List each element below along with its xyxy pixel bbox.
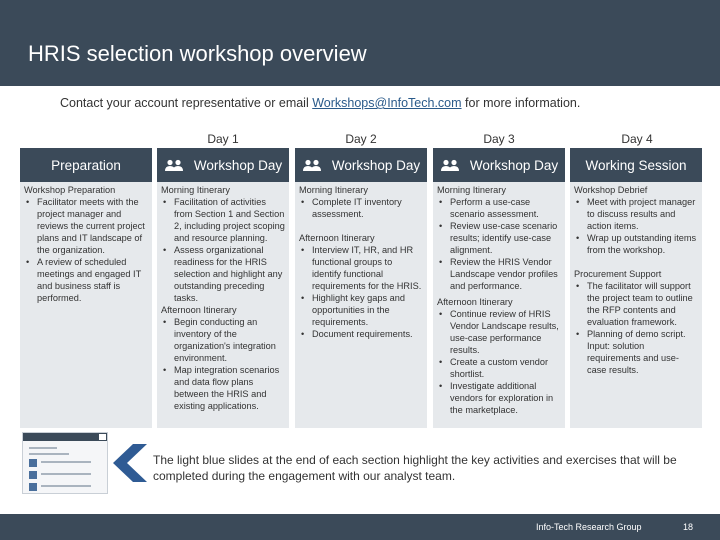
bullet-item: • Continue review of HRIS Vendor Landscape results, use-case performance results. — [437, 308, 561, 356]
page-title: HRIS selection workshop overview — [28, 41, 367, 66]
bullet-item: • Planning of demo script. Input: solution requirements and use-case results. — [574, 328, 698, 376]
bullet-list — [161, 196, 285, 304]
itinerary-section — [437, 296, 561, 416]
column-body — [295, 182, 427, 428]
day-label: Day 2 — [345, 132, 377, 146]
column-header-label: Workshop Day — [193, 157, 283, 173]
column-header — [20, 148, 152, 182]
section-title: Morning Itinerary — [299, 185, 368, 195]
contact-text-after: for more information. — [461, 96, 581, 110]
bullet-item: • Investigate additional vendors for exploration in the marketplace. — [437, 380, 561, 416]
column-header — [157, 148, 289, 182]
contact-email-link[interactable]: Workshops@InfoTech.com — [312, 96, 462, 110]
bullet-item: • A review of scheduled meetings and engaged IT and business staff is performed. — [24, 256, 148, 304]
footer-bar — [0, 514, 720, 540]
bullet-item: • Facilitation of activities from Section 1 and Section 2, including project scoping and resource planning. — [161, 196, 285, 244]
contact-line — [60, 96, 580, 110]
light-blue-slide-thumbnail — [22, 432, 108, 494]
bullet-list — [299, 196, 423, 220]
bullet-list — [574, 196, 698, 256]
bullet-item: • Document requirements. — [299, 328, 423, 340]
column-header — [295, 148, 427, 182]
section-title: Morning Itinerary — [437, 185, 506, 195]
itinerary-section — [161, 304, 285, 412]
bullet-item: • Begin conducting an inventory of the organization's integration environment. — [161, 316, 285, 364]
bullet-list — [161, 316, 285, 412]
column-header-label: Workshop Day — [331, 157, 421, 173]
light-blue-slides-note: The light blue slides at the end of each section highlight the key activities and exercises that will be completed during the engagement with our analyst team. — [153, 453, 677, 483]
people-icon — [440, 159, 460, 172]
bullet-item: • Review use-case scenario results; identify use-case alignment. — [437, 220, 561, 256]
bullet-list — [437, 308, 561, 416]
footer-brand: Info-Tech Research Group — [536, 522, 642, 532]
itinerary-section — [574, 268, 698, 376]
section-title: Procurement Support — [574, 269, 662, 279]
column-body — [157, 182, 289, 428]
bullet-list — [574, 280, 698, 376]
bullet-item: • Review the HRIS Vendor Landscape vendor profiles and performance. — [437, 256, 561, 292]
bullet-item: • Wrap up outstanding items from the workshop. — [574, 232, 698, 256]
column-body — [433, 182, 565, 428]
bullet-item: • Map integration scenarios and data flow plans between the HRIS and existing applications. — [161, 364, 285, 412]
bullet-list — [24, 196, 148, 304]
section-title: Workshop Debrief — [574, 185, 648, 195]
section-title: Afternoon Itinerary — [161, 305, 237, 315]
section-title: Afternoon Itinerary — [299, 233, 375, 243]
column-body — [570, 182, 702, 428]
itinerary-section — [574, 184, 698, 256]
day-label: Day 4 — [621, 132, 653, 146]
bullet-item: • Highlight key gaps and opportunities in the requirements. — [299, 292, 423, 328]
section-title: Morning Itinerary — [161, 185, 230, 195]
bullet-item: • Interview IT, HR, and HR functional groups to identify functional requirements for the HRIS. — [299, 244, 423, 292]
contact-text-before: Contact your account representative or email — [60, 96, 313, 110]
chevron-left-icon — [113, 444, 147, 482]
day-label: Day 3 — [483, 132, 515, 146]
people-icon — [302, 159, 322, 172]
bullet-list — [437, 196, 561, 292]
column-header — [570, 148, 702, 182]
itinerary-section — [437, 184, 561, 292]
section-title: Afternoon Itinerary — [437, 297, 513, 307]
itinerary-section — [299, 232, 423, 340]
bullet-item: • Meet with project manager to discuss results and action items. — [574, 196, 698, 232]
bullet-item: • The facilitator will support the project team to outline the RFP contents and evaluation framework. — [574, 280, 698, 328]
itinerary-section — [299, 184, 423, 220]
people-icon — [164, 159, 184, 172]
section-title: Workshop Preparation — [24, 185, 116, 195]
bullet-item: • Complete IT inventory assessment. — [299, 196, 423, 220]
bullet-item: • Assess organizational readiness for the HRIS selection and highlight any outstanding preceding tasks. — [161, 244, 285, 304]
itinerary-section — [161, 184, 285, 304]
title-bar — [0, 0, 720, 86]
itinerary-section — [24, 184, 148, 304]
bullet-item: • Create a custom vendor shortlist. — [437, 356, 561, 380]
column-body — [20, 182, 152, 428]
bullet-item: • Perform a use-case scenario assessment. — [437, 196, 561, 220]
page-number: 18 — [683, 522, 694, 532]
day-label: Day 1 — [207, 132, 239, 146]
column-header-label: Workshop Day — [469, 157, 559, 173]
bullet-list — [299, 244, 423, 340]
bullet-item: • Facilitator meets with the project manager and reviews the current project plans and IT landscape of the organization. — [24, 196, 148, 256]
column-header-label: Preparation — [51, 157, 121, 173]
column-header-label: Working Session — [585, 157, 687, 173]
column-header — [433, 148, 565, 182]
